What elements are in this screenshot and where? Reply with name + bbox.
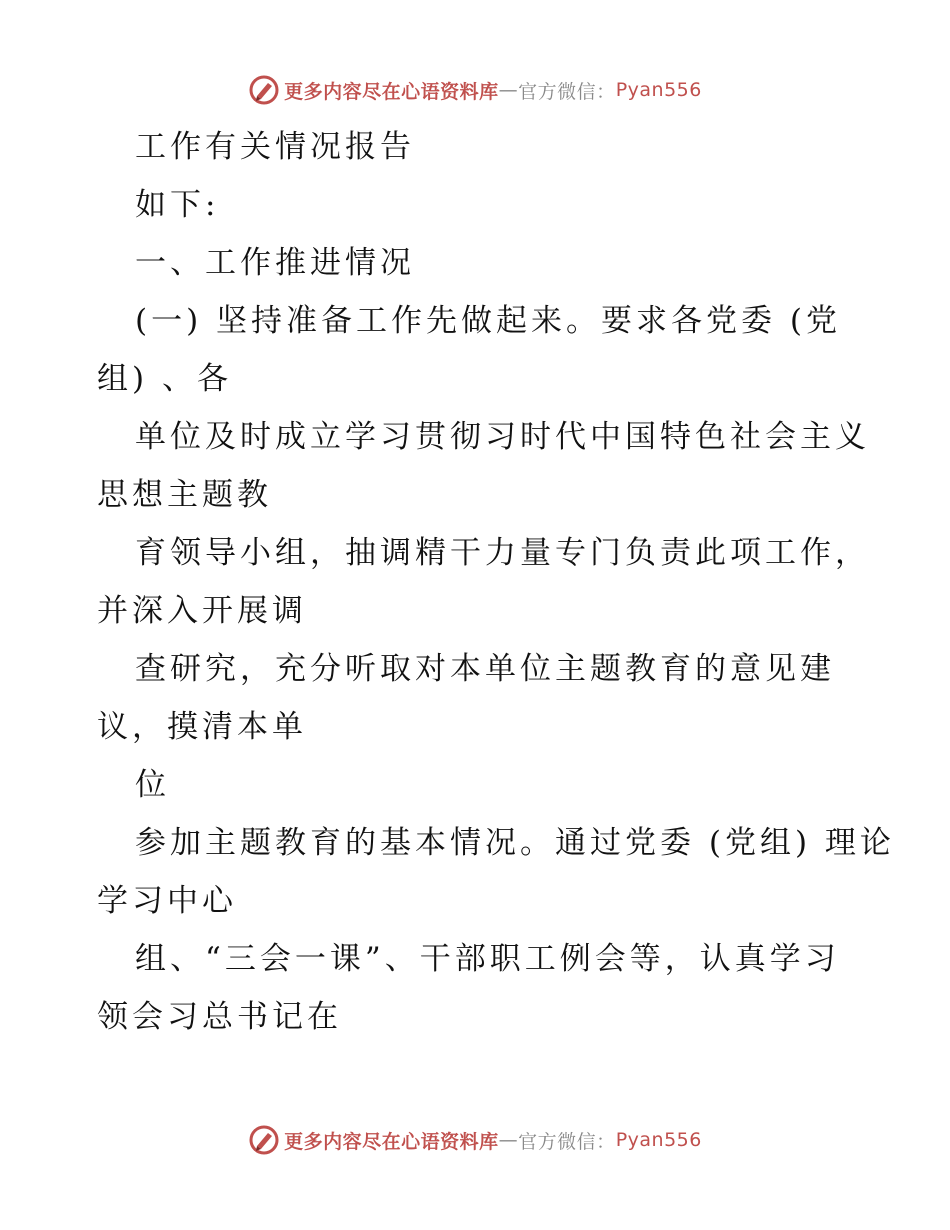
text-line: 组) 、各 — [97, 361, 232, 397]
text-line: 单位及时成立学习贯彻习时代中国特色社会主义 — [135, 419, 870, 455]
pen-circle-icon — [248, 74, 280, 106]
text-line: (一) 坚持准备工作先做起来。要求各党委 (党 — [135, 303, 841, 339]
text-line: 查研究，充分听取对本单位主题教育的意见建 — [135, 651, 835, 687]
watermark-contact-label: 官方微信： — [518, 80, 616, 103]
text-line: 学习中心 — [97, 883, 237, 919]
text-line: 育领导小组，抽调精干力量专门负责此项工作， — [135, 535, 870, 571]
text-line: 位 — [135, 767, 170, 803]
pen-circle-icon — [248, 1124, 280, 1156]
text-line: 思想主题教 — [97, 477, 272, 513]
section-heading: 一、工作推进情况 — [135, 245, 415, 281]
text-line: 工作有关情况报告 — [135, 129, 415, 165]
document-body — [97, 118, 895, 1046]
text-line: 如下: — [135, 187, 220, 223]
text-line: 参加主题教育的基本情况。通过党委 (党组) 理论 — [135, 825, 895, 861]
watermark-brand: 更多内容尽在心语资料库 — [284, 80, 499, 103]
text-line: 并深入开展调 — [97, 593, 307, 629]
watermark-wechat-id: Pyan556 — [615, 79, 702, 101]
watermark-brand: 更多内容尽在心语资料库 — [284, 1130, 499, 1153]
header-watermark — [0, 70, 950, 110]
watermark-contact-label: 官方微信： — [518, 1130, 616, 1153]
watermark-separator: — — [498, 1129, 519, 1151]
text-line: 领会习总书记在 — [97, 999, 342, 1035]
watermark-wechat-id: Pyan556 — [615, 1129, 702, 1151]
footer-watermark — [0, 1120, 950, 1160]
text-line: 组、“三会一课”、干部职工例会等，认真学习 — [135, 941, 840, 977]
text-line: 议，摸清本单 — [97, 709, 307, 745]
watermark-separator: — — [498, 79, 519, 101]
